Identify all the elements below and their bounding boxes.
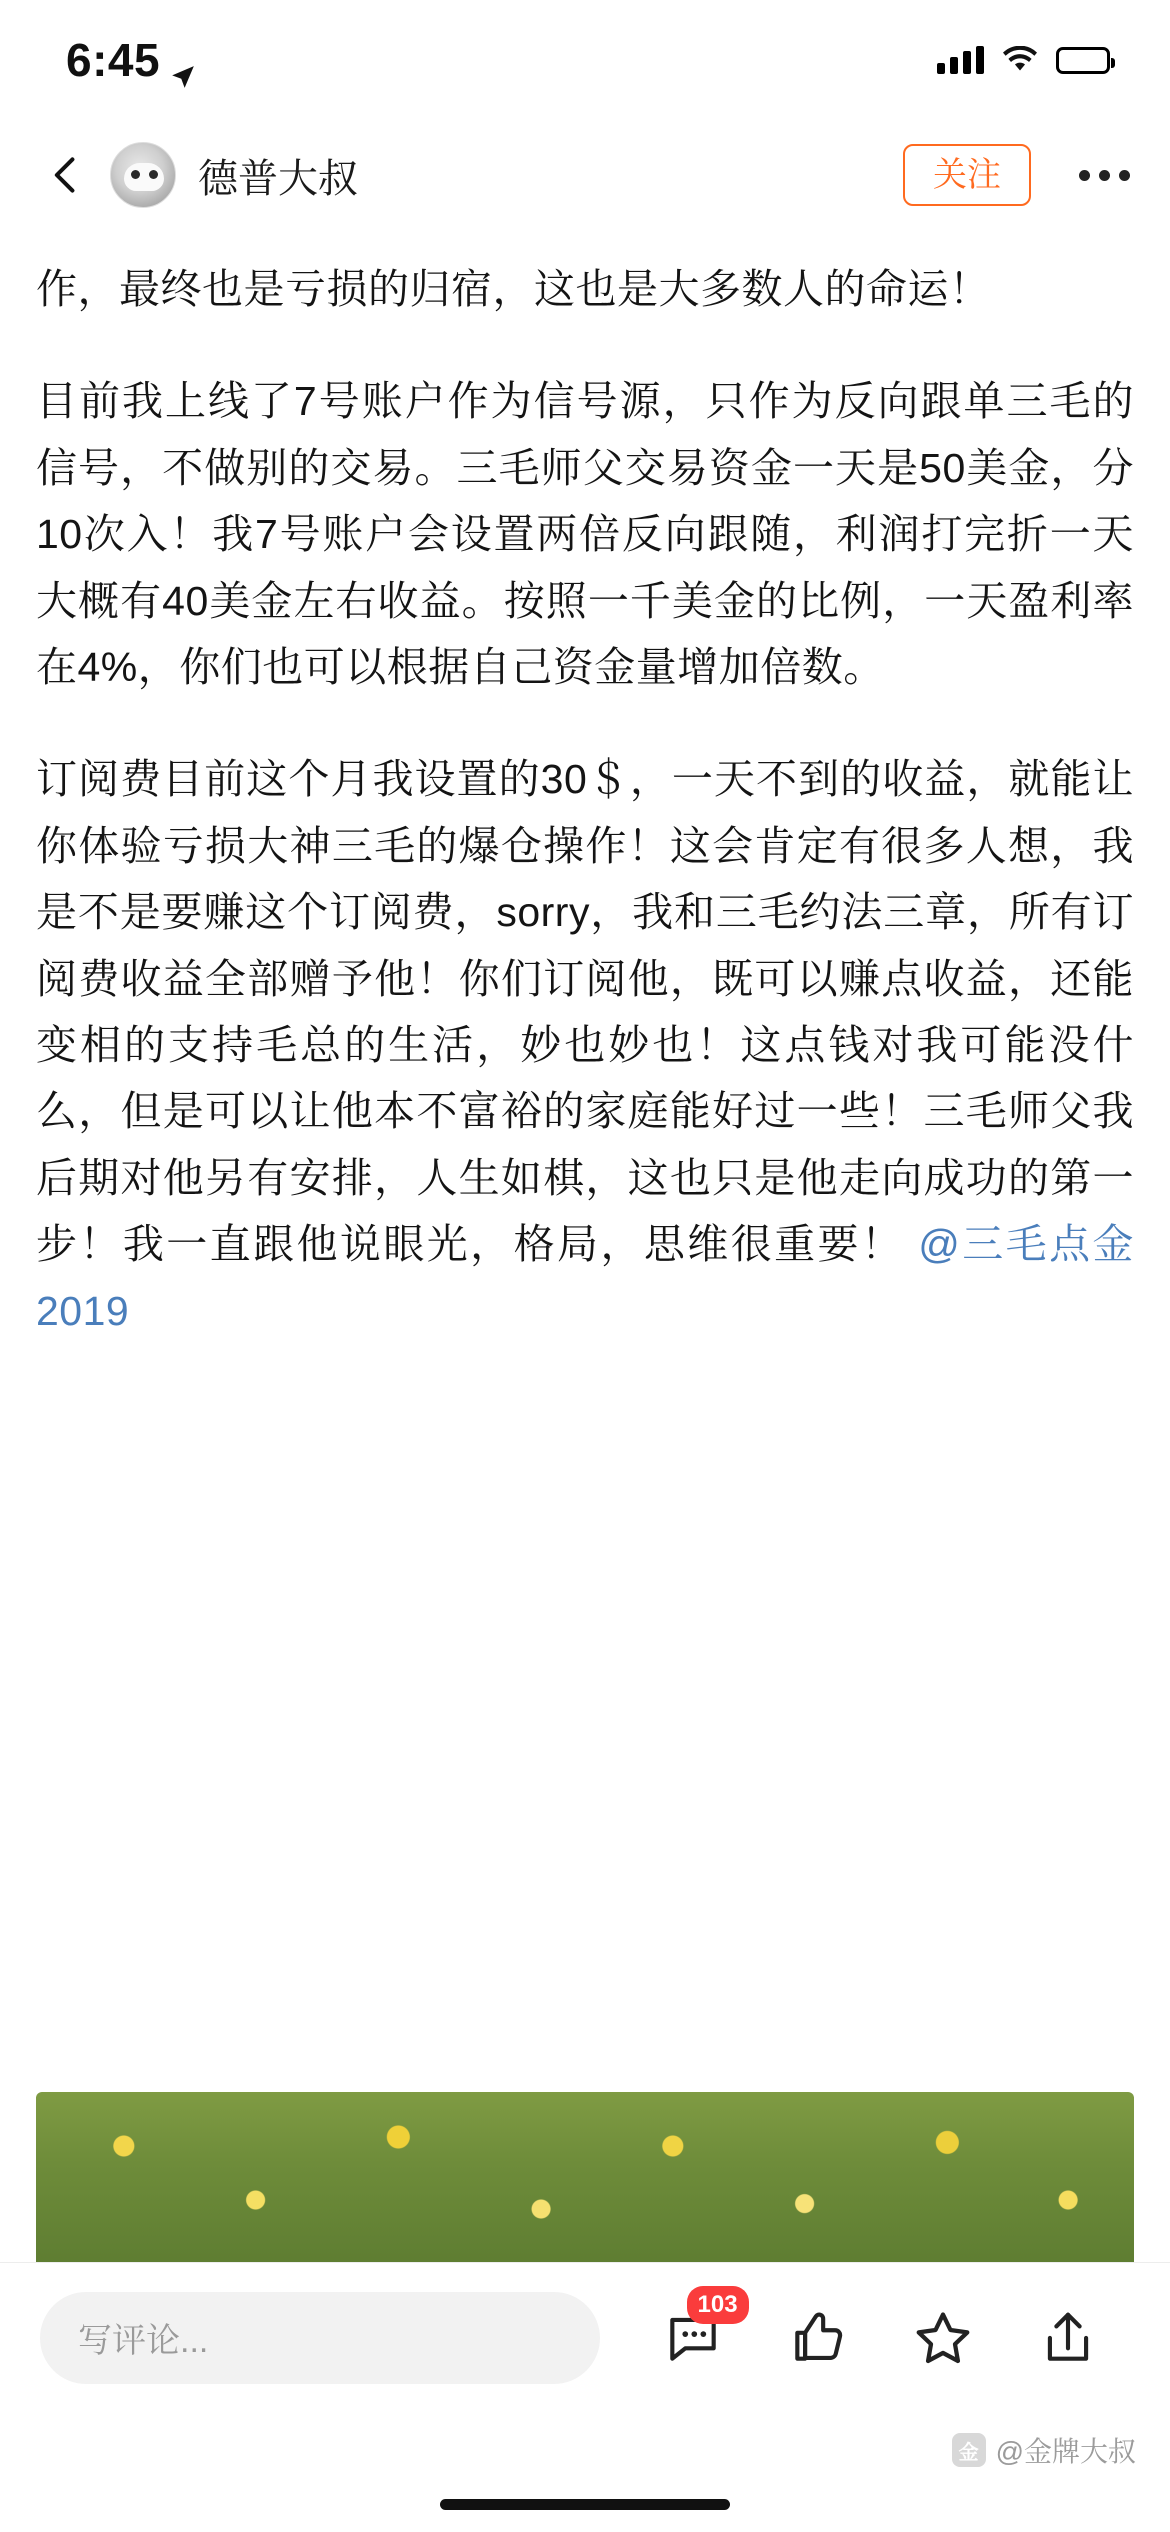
battery-icon: [1056, 47, 1110, 74]
comment-count-badge: 103: [687, 2286, 749, 2324]
location-arrow-icon: [170, 47, 196, 73]
back-chevron-icon[interactable]: [44, 153, 88, 197]
bottom-action-bar: [0, 2262, 1170, 2412]
article-body: [0, 230, 1170, 1344]
action-buttons: [630, 2290, 1130, 2378]
status-time: 6:45: [66, 34, 161, 86]
article-paragraph: 目前我上线了7号账户作为信号源，只作为反向跟单三毛的信号，不做别的交易。三毛师父交易资金一天是50美金，分10次入！我7号账户会设置两倍反向跟随，利润打完折一天大概有40美金左右收益。按照一千美金的比例，一天盈利率在4%，你们也可以根据自己资金量增加倍数。: [36, 378, 1134, 691]
avatar[interactable]: [110, 142, 176, 208]
watermark-text: @金牌大叔: [995, 2436, 1136, 2467]
like-button[interactable]: [778, 2298, 858, 2378]
share-button[interactable]: [1028, 2298, 1108, 2378]
author-nickname[interactable]: 德普大叔: [198, 156, 358, 201]
follow-button[interactable]: 关注: [903, 144, 1031, 206]
article-image[interactable]: [36, 2092, 1134, 2272]
user-mention-link[interactable]: @三毛点金2019: [36, 1221, 1134, 1334]
watermark-logo-icon: 金: [952, 2433, 986, 2467]
comment-button[interactable]: [653, 2290, 738, 2378]
article-paragraph: [36, 746, 1134, 1344]
home-indicator[interactable]: [440, 2499, 730, 2510]
cellular-signal-icon: [937, 46, 984, 74]
watermark: [952, 2430, 1136, 2470]
status-bar: [0, 0, 1170, 120]
status-time-group: [66, 33, 196, 87]
favorite-button[interactable]: [903, 2298, 983, 2378]
status-icons: [937, 46, 1110, 74]
article-paragraph: 作，最终也是亏损的归宿，这也是大多数人的命运！: [36, 266, 991, 312]
navigation-bar: [0, 120, 1170, 230]
article-paragraph-text: 订阅费目前这个月我设置的30＄，一天不到的收益，就能让你体验亏损大神三毛的爆仓操作！这会肯定有很多人想，我是不是要赚这个订阅费，sorry，我和三毛约法三章，所有订阅费收益全部赠予他！你们订阅他，既可以赚点收益，还能变相的支持毛总的生活，妙也妙也！这点钱对我可能没什么，但是可以让他本不富裕的家庭能好过一些！三毛师父我后期对他另有安排，人生如棋，这也只是他走向成功的第一步！我一直跟他说眼光，格局，思维很重要！: [36, 756, 1134, 1268]
more-dots-icon[interactable]: [1079, 170, 1130, 181]
wifi-icon: [1002, 46, 1038, 74]
comment-input[interactable]: 写评论...: [40, 2292, 600, 2384]
